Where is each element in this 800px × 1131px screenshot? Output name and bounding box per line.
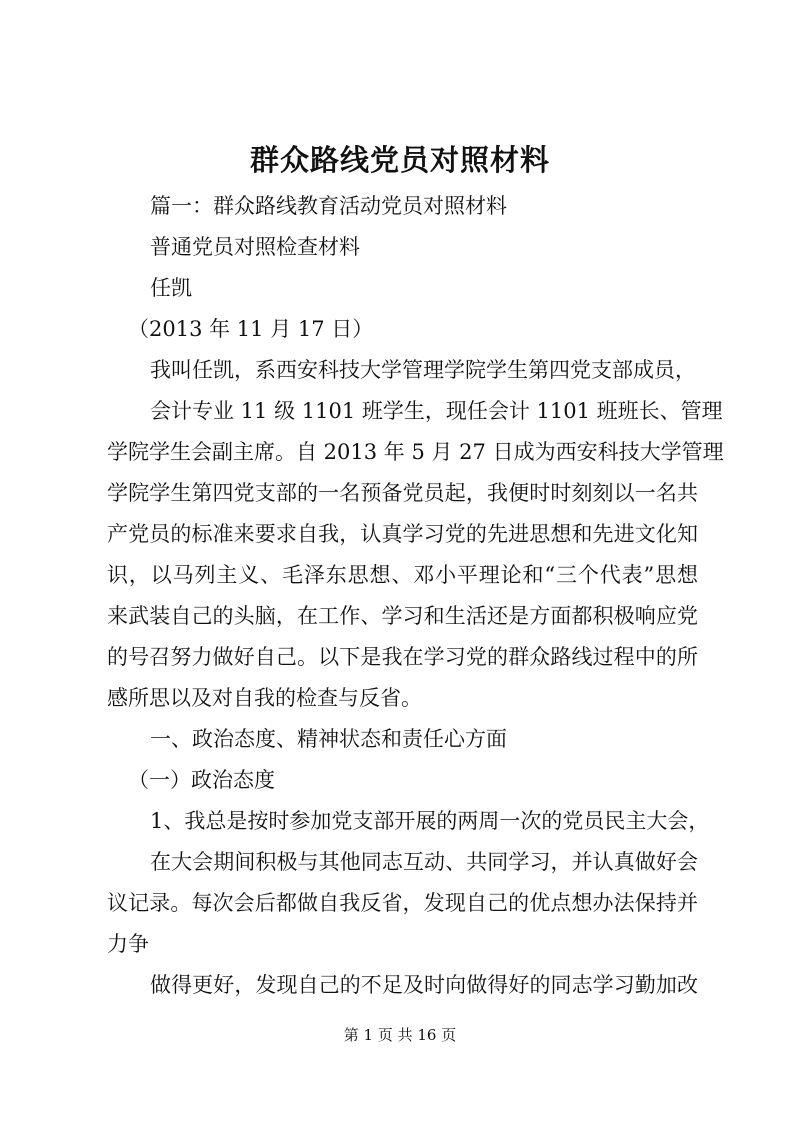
text-line-12: 的号召努力做好自己。以下是我在学习党的群众路线过程中的所 (107, 645, 698, 669)
document-title: 群众路线党员对照材料 (249, 143, 550, 177)
text-line-8: 学院学生第四党支部的一名预备党员起，我便时时刻刻以一名共 (107, 481, 698, 505)
text-line-9: 产党员的标准来要求自我，认真学习党的先进思想和先进文化知 (107, 522, 698, 546)
subsection-heading: （一）政治态度 (128, 768, 275, 792)
text-line-16: 1、我总是按时参加党支部开展的两周一次的党员民主大会， (150, 809, 710, 833)
text-line-5: 我叫任凯，系西安科技大学管理学院学生第四党支部成员， (150, 358, 696, 382)
text-line-19: 力争 (107, 932, 149, 956)
text-line-1: 篇一：群众路线教育活动党员对照材料 (150, 194, 507, 218)
text-line-3: 任凯 (150, 276, 192, 300)
text-line-2: 普通党员对照检查材料 (150, 235, 360, 259)
text-line-13: 感所思以及对自我的检查与反省。 (107, 686, 422, 710)
text-line-18: 议记录。每次会后都做自我反省，发现自己的优点想办法保持并 (107, 891, 698, 915)
text-line-20: 做得更好，发现自己的不足及时向做得好的同志学习勤加改 (150, 973, 698, 997)
page-footer: 第 1 页 共 16 页 (343, 1026, 457, 1044)
text-line-4: （2013 年 11 月 17 日） (128, 317, 374, 341)
text-line-7: 学院学生会副主席。自 2013 年 5 月 27 日成为西安科技大学管理 (107, 440, 724, 464)
section-heading: 一、政治态度、精神状态和责任心方面 (150, 727, 507, 751)
text-line-10: 识，以马列主义、毛泽东思想、邓小平理论和“三个代表”思想 (107, 563, 698, 587)
text-line-6: 会计专业 11 级 1101 班学生，现任会计 1101 班班长、管理 (150, 399, 723, 423)
text-line-17: 在大会期间积极与其他同志互动、共同学习，并认真做好会 (150, 850, 698, 874)
text-line-11: 来武装自己的头脑，在工作、学习和生活还是方面都积极响应党 (107, 604, 698, 628)
